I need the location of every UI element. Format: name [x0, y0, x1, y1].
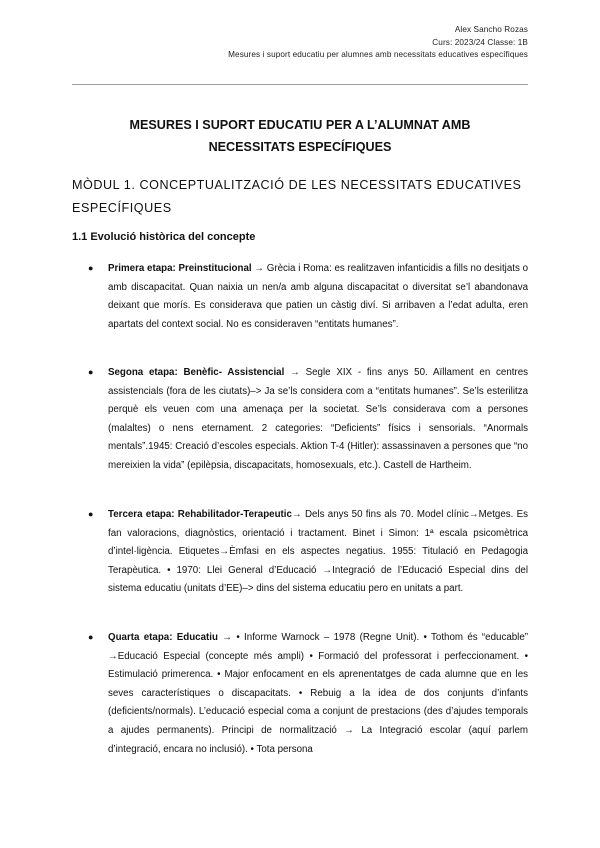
stage-item-3 — [88, 506, 528, 599]
stage-label: Tercera etapa: Rehabilitador-Terapeutic — [108, 509, 292, 520]
page-header — [228, 24, 528, 62]
header-author: Alex Sancho Rozas — [454, 25, 528, 34]
stage-item-2 — [88, 364, 528, 476]
stage-item-4 — [88, 629, 529, 759]
stage-text: → Dels anys 50 fins als 70. Model clínic→Metges. Es fan valoracions, diagnòstics, orientació i tractament. Binet i Simon: 1ª escala psicomètrica d’intel·ligència. Etiquetes→Èmfasi en els aspectes negatius. 1955: Titulació en Pedagogia Terapèutica. • 1970: Llei General d’Educació →Integració de l’Educació Especial dins del sistema educatiu (unitats d’EE)–> dins del sistema educatiu pero en unitats a part. — [108, 509, 528, 595]
bullet-icon: ● — [88, 367, 94, 377]
bullet-icon: ● — [88, 632, 94, 642]
document-title-line-1: MESURES I SUPORT EDUCATIU PER A L’ALUMNAT AMB — [129, 118, 471, 132]
bullet-icon: ● — [88, 509, 94, 519]
header-divider — [72, 84, 528, 85]
stage-text: → • Informe Warnock – 1978 (Regne Unit). • Tothom és “educable” →Educació Especial (concepte més ampli) • Formació del professorat i perfeccionament. • Estimulació primerenca. • Major enfocament en els aprenentatges de cada alumne que en les seves característiques o discapacitats. • Rebuig a la idea de dos conjunts d’infants (deficients/normals). L’educació especial coma a conjunt de prestacions (des d’ajudes temporals a ajudes permanents). Principi de normalització → La Integració escolar (aquí parlem d’integració, encara no inclusió). • Tota persona — [108, 632, 529, 755]
stage-label: Primera etapa: Preinstitucional — [108, 263, 252, 274]
bullet-icon: ● — [88, 263, 94, 273]
stage-label: Quarta etapa: Educatiu — [108, 632, 218, 643]
section-title: 1.1 Evolució històrica del concepte — [72, 231, 256, 243]
module-title: MÒDUL 1. CONCEPTUALITZACIÓ DE LES NECESSITATS EDUCATIVES ESPECÍFIQUES — [72, 178, 522, 215]
document-title — [72, 114, 528, 158]
header-course: Curs: 2023/24 Classe: 1B — [432, 37, 528, 47]
stage-text: → Segle XIX - fins anys 50. Aïllament en centres assistencials (fora de les ciutats)–> Ja se’ls considera com a “entitats humanes”. Se’ls esterilitza perquè els veuen com una amenaça per la societat. Se’ls considerava com a persones (malaltes) o nens eternament. 2 categories: “Deficients” físics i sensorials. “Anormals mentals”.1945: Creació d’escoles especials. Aktion T-4 (Hitler): assassinaven a persones que “no mereixien la vida” (epilèpsia, discapacitats, homosexuals, etc.). Castell de Hartheim. — [108, 367, 528, 471]
stage-item-1 — [88, 260, 528, 334]
stage-text: → Grècia i Roma: es realitzaven infanticidis a fills no desitjats o amb discapacitat. Quan naixia un nen/a amb alguna discapacitat o diversitat se’l abandonava deixant que morís. Es considerava que patien un càstig diví. Si arribaven a l’edat adulta, eren apartats del context social. No es consideraven “entitats humanes”. — [108, 263, 528, 330]
document-title-line-2: NECESSITATS ESPECÍFIQUES — [208, 140, 392, 154]
stage-label: Segona etapa: Benèfic- Assistencial — [108, 367, 285, 378]
header-subject: Mesures i suport educatiu per alumnes amb necessitats educatives específiques — [228, 50, 528, 59]
